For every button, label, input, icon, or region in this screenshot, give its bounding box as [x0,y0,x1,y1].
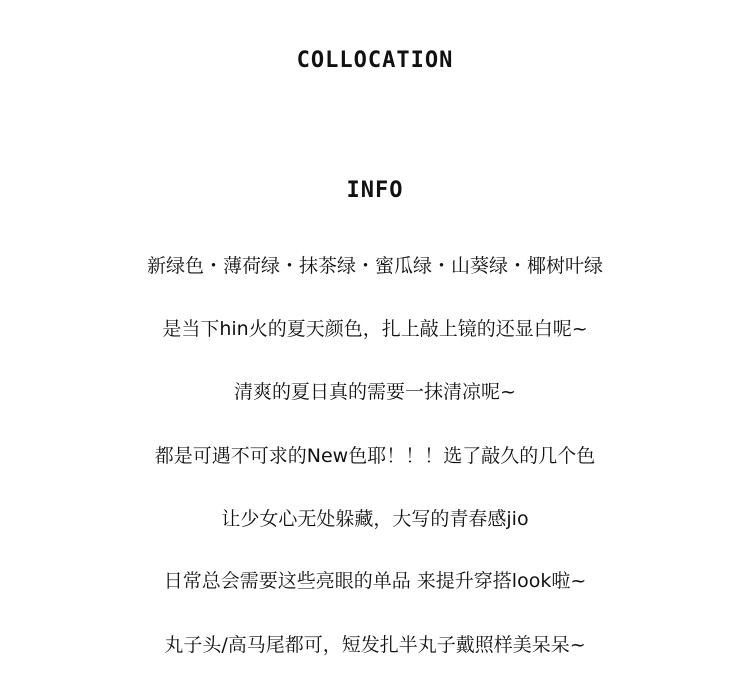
collocation-heading: COLLOCATION [296,48,454,73]
info-line-girl-heart: 让少女心无处躲藏，大写的青春感jio [221,508,529,530]
info-line-summer-color: 是当下hin火的夏天颜色，扎上敲上镜的还显白呢~ [162,318,588,340]
info-line-daily-items: 日常总会需要这些亮眼的单品 来提升穿搭look啦~ [163,570,587,592]
info-line-refreshing: 清爽的夏日真的需要一抹清凉呢~ [234,381,516,403]
info-line-new-colors: 都是可遇不可求的New色耶！！！选了敲久的几个色 [154,445,596,467]
info-line-hairstyles: 丸子头/高马尾都可，短发扎半丸子戴照样美呆呆~ [164,634,586,656]
info-heading: INFO [346,178,404,203]
info-line-colors: 新绿色・薄荷绿・抹茶绿・蜜瓜绿・山葵绿・椰树叶绿 [146,255,603,277]
